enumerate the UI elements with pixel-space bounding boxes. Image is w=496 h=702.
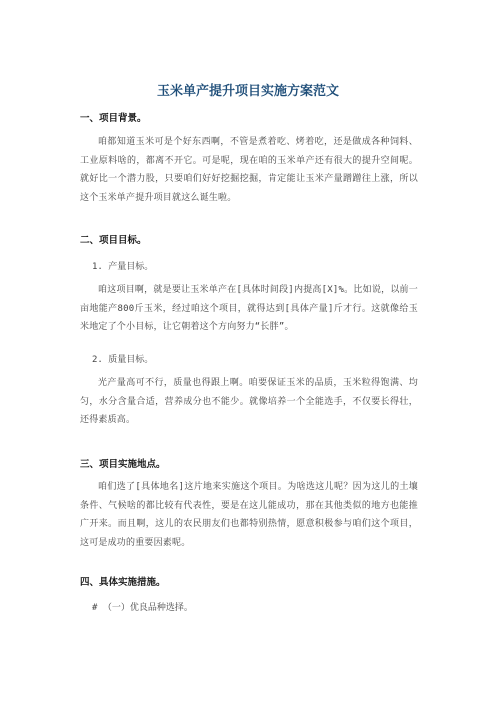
document-title: 玉米单产提升项目实施方案范文 — [156, 84, 339, 99]
list-item-yield: 1. 产量目标。 — [92, 262, 154, 272]
paragraph-background: 咱都知道玉米可是个好东西啊，不管是煮着吃、烤着吃，还是做成各种饲料、工业原料啥的，都离不开它。可是呢，现在咱的玉米单产还有很大的提升空间呢。就好比一个潜力股，只要咱们好好挖掘挖掘，肯定能让玉米产量蹭蹭往上涨，所以这个玉米单产提升项目就这么诞生啦。 — [80, 137, 418, 203]
section-heading-goals: 二、项目目标。 — [80, 235, 147, 246]
paragraph-location: 咱们选了[具体地名]这片地来实施这个项目。为啥选这儿呢？因为这儿的土壤条件、气候啥的都比较有代表性，要是在这儿能成功，那在其他类似的地方也能推广开来。而且啊，这儿的农民朋友们也都特别热情，愿意积极参与咱们这个项目，这可是成功的重要因素呢。 — [80, 482, 418, 548]
section-heading-location: 三、项目实施地点。 — [80, 459, 166, 470]
list-item-variety: # （一）优良品种选择。 — [92, 603, 193, 613]
section-heading-background: 一、项目背景。 — [80, 113, 147, 124]
section-heading-measures: 四、具体实施措施。 — [80, 577, 166, 588]
paragraph-yield-goal: 咱这项目啊，就是要让玉米单产在[具体时间段]内提高[X]%。比如说，以前一亩地能产800斤玉米，经过咱这个项目，就得达到[具体产量]斤才行。这就像给玉米地定了个小目标，让它朝着这个方向努力“长胖”。 — [80, 285, 418, 332]
list-item-quality: 2. 质量目标。 — [92, 355, 154, 365]
paragraph-quality-goal: 光产量高可不行，质量也得跟上啊。咱要保证玉米的品质，玉米粒得饱满、均匀，水分含量合适，营养成分也不能少。就像培养一个全能选手，不仅要长得壮，还得素质高。 — [80, 378, 418, 425]
